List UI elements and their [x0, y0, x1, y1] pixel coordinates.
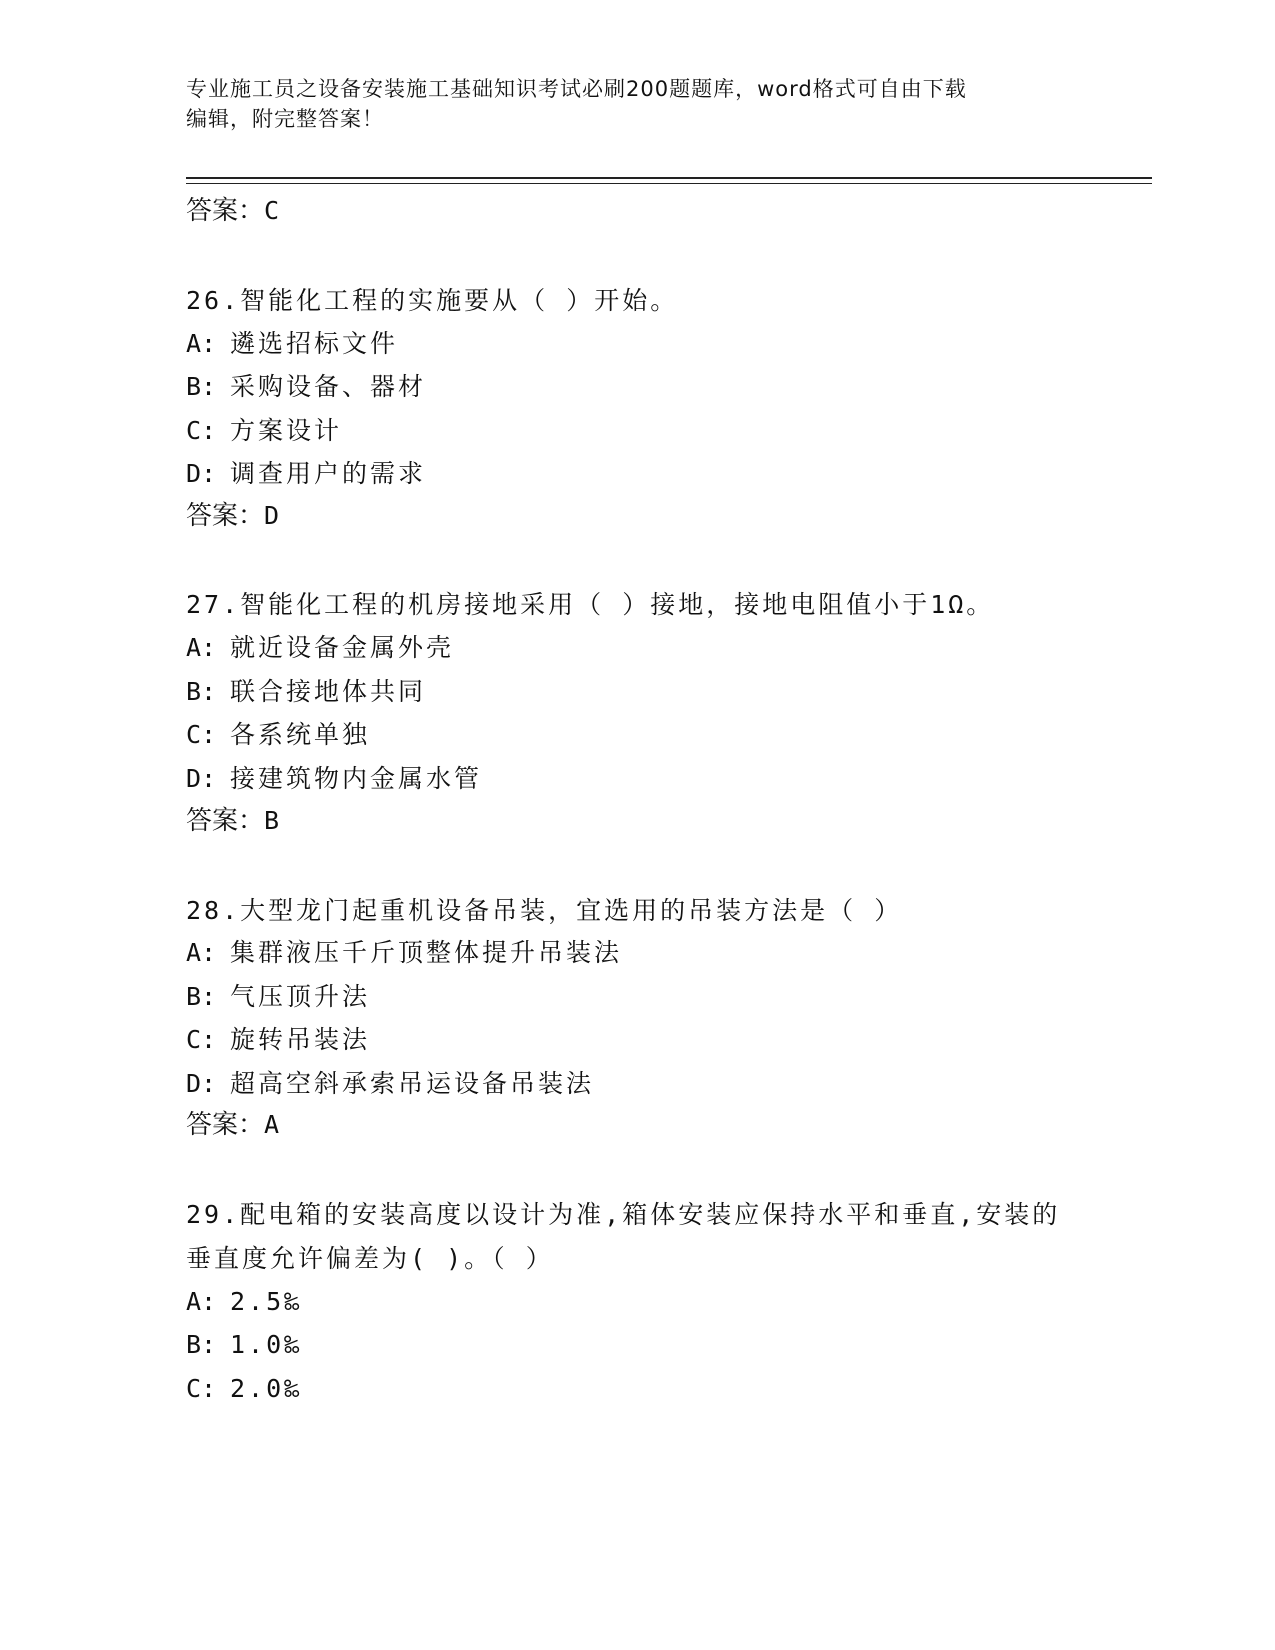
option-text: 2.5‰ [230, 1287, 303, 1316]
option-text: 接建筑物内金属水管 [230, 764, 483, 793]
question-29-option-a [186, 1282, 302, 1322]
option-text: 调查用户的需求 [230, 459, 427, 488]
question-29-text-line-2: 垂直度允许偏差为( )。（ ） [186, 1244, 554, 1273]
answer-value: B [264, 806, 280, 835]
question-27-answer [186, 804, 279, 838]
header-divider [186, 177, 1152, 179]
option-letter: B: [186, 1330, 217, 1359]
answer-value: C [264, 196, 280, 225]
option-text: 集群液压千斤顶整体提升吊装法 [230, 938, 623, 967]
option-letter: B: [186, 677, 217, 706]
question-26-answer [186, 499, 279, 533]
option-text: 旋转吊装法 [230, 1025, 371, 1054]
question-27-option-c [186, 715, 370, 755]
option-letter: A: [186, 1287, 217, 1316]
option-text: 方案设计 [230, 416, 343, 445]
question-28-text: 28.大型龙门起重机设备吊装，宜选用的吊装方法是（ ） [186, 896, 903, 925]
question-27-option-b [186, 672, 426, 712]
option-letter: C: [186, 416, 217, 445]
option-text: 遴选招标文件 [230, 329, 399, 358]
option-letter: C: [186, 720, 217, 749]
question-29-option-c [186, 1369, 302, 1409]
question-29-text-line-1: 29.配电箱的安装高度以设计为准,箱体安装应保持水平和垂直,安装的 [186, 1200, 1061, 1229]
option-letter: D: [186, 459, 217, 488]
option-text: 就近设备金属外壳 [230, 633, 455, 662]
question-26-option-a [186, 324, 398, 364]
question-26-text: 26.智能化工程的实施要从（ ）开始。 [186, 286, 679, 315]
answer-label: 答案： [186, 501, 265, 531]
option-letter: C: [186, 1025, 217, 1054]
option-letter: A: [186, 329, 217, 358]
option-text: 采购设备、器材 [230, 372, 427, 401]
option-text: 联合接地体共同 [230, 677, 427, 706]
question-28-answer [186, 1108, 279, 1142]
answer-label: 答案： [186, 1110, 265, 1140]
question-26-option-d [186, 454, 426, 494]
document-header-line-2: 编辑，附完整答案！ [186, 107, 384, 131]
option-letter: C: [186, 1374, 217, 1403]
question-27-option-a [186, 628, 454, 668]
option-letter: A: [186, 633, 217, 662]
option-letter: A: [186, 938, 217, 967]
document-header-line-1: 专业施工员之设备安装施工基础知识考试必刷200题题库，word格式可自由下载 [186, 77, 967, 101]
question-29-option-b [186, 1325, 302, 1365]
option-letter: B: [186, 372, 217, 401]
option-text: 2.0‰ [230, 1374, 303, 1403]
header-divider-thin [186, 183, 1152, 184]
answer-value: A [264, 1110, 280, 1139]
question-28-option-a [186, 933, 622, 973]
answer-label: 答案： [186, 196, 265, 226]
question-26-option-c [186, 411, 342, 451]
option-text: 各系统单独 [230, 720, 371, 749]
answer-line [186, 194, 279, 228]
option-letter: D: [186, 1069, 217, 1098]
option-letter: D: [186, 764, 217, 793]
question-28-option-d [186, 1064, 594, 1104]
question-28-option-b [186, 977, 370, 1017]
option-letter: B: [186, 982, 217, 1011]
option-text: 1.0‰ [230, 1330, 303, 1359]
question-27-option-d [186, 759, 482, 799]
answer-value: D [264, 501, 280, 530]
question-28-option-c [186, 1020, 370, 1060]
option-text: 气压顶升法 [230, 982, 371, 1011]
answer-label: 答案： [186, 806, 265, 836]
question-26-option-b [186, 367, 426, 407]
option-text: 超高空斜承索吊运设备吊装法 [230, 1069, 595, 1098]
question-27-text: 27.智能化工程的机房接地采用（ ）接地，接地电阻值小于1Ω。 [186, 590, 995, 619]
